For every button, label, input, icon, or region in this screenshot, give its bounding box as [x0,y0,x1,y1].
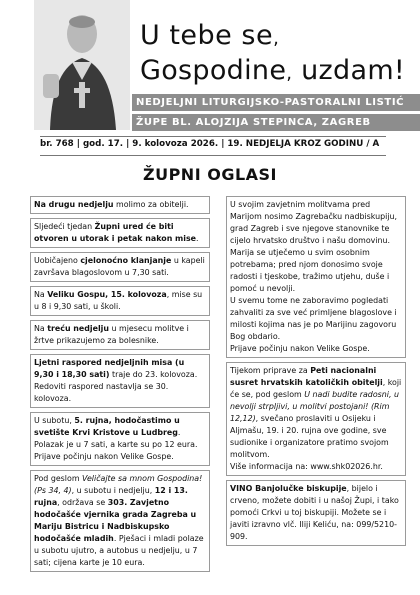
subtitle-text-1: NEDJELJNI LITURGIJSKO-PASTORALNI LISTIĆ [136,97,405,108]
notice-ludbreg: U subotu, 5. rujna, hodočastimo u svetište Krvi Kristove u Ludbreg. Polazak je u 7 sati, a karte su po 12 eura. Prijave počinju nakon Velike Gospe. [30,412,210,466]
page-heading: ŽUPNI OGLASI [142,165,278,184]
vows-para-1: U svojim zavjetnim molitvama pred Marijom nosimo Zagrebačku nadbiskupiju, grad Zagreb i sve njegove stanovnike te cijelo hrvatsko društvo i našu domovinu. [230,200,398,245]
notice-wine: VINO Banjolučke biskupije, bijelo i crveno, možete dobiti i u našoj Župi, i tako pomoći Crkvi u toj biskupiji. Možete se i javiti izravno vlč. Iliji Keliću, na: 099/5210-909. [226,480,406,546]
masthead-title-line1: U tebe se, [140,20,280,51]
notice-prayer-families: Na drugu nedjelju molimo za obitelji. [30,196,210,214]
divider-bottom [40,155,386,156]
stepinac-portrait [34,0,130,130]
left-column [30,196,210,576]
notice-vows [226,196,406,358]
notice-sick: Na treću nedjelju u mjesecu molitve i žrtve prikazujemo za bolesnike. [30,320,210,350]
subtitle-text-2: ŽUPE BL. ALOJZIJA STEPINCA, ZAGREB [136,117,371,128]
notice-adoration: Uobičajeno cjelonoćno klanjanje u kapeli završava blagoslovom u 7,30 sati. [30,252,210,282]
notice-parish-office: Sljedeći tjedan Župni ured će biti otvoren u utorak i petak nakon mise. [30,218,210,248]
notice-summer-schedule: Ljetni raspored nedjeljnih misa (u 9,30 i 18,30 sati) traje do 23. kolovoza. Redoviti raspored nastavlja se 30. kolovoza. [30,354,210,408]
issue-line: br. 768 | god. 17. | 9. kolovoza 2026. | 19. NEDJELJA KROZ GODINU / A [40,139,380,149]
notice-marija-bistrica: Pod geslom Veličajte sa mnom Gospodina! (Ps 34, 4), u subotu i nedjelju, 12 i 13. rujna, održava se 303. Zavjetno hodočašće vjernika grada Zagreba u Mariju Bistricu i Nadbiskupsko hodočašće mladih. Pješaci i mladi polaze u subotu ujutro, a autobus u nedjelju, u 7 sati; cijena karte je 10 eura. [30,470,210,572]
right-column [226,196,406,550]
more-info-link: Više informacija na: www.shk02026.hr. [230,462,383,471]
masthead [0,0,420,130]
notice-assumption: Na Veliku Gospu, 15. kolovoza, mise su u 8 i 9,30 sati, u školi. [30,286,210,316]
vows-para-4: Prijave počinju nakon Velike Gospe. [230,344,370,353]
notice-family-meeting: Tijekom priprave za Peti nacionalni susret hrvatskih katoličkih obitelji, koji će se, pod geslom U nadi budite radosni, u nevolji strpljivi, u molitvi postojani! (Rim 12,12), svečano proslaviti u Osijeku i Aljmašu, 19. i 20. rujna ove godine, sve sudionike i organizatore pratimo svojom molitvom. Više informacija na: www.shk02026.hr. [226,362,406,476]
vows-para-2: Marija se utječemo u svim osobnim potrebama; pred njom donosimo svoje radosti i tjeskobe, tražimo utjehu, duše i pomoć u nevolji. [230,248,390,293]
divider-top [40,136,386,137]
masthead-title-line2: Gospodine, uzdam! [140,55,406,86]
vows-para-3: U svemu tome ne zaboravimo pogledati zahvaliti za sve već primljene blagoslove i milosti kojima nas je po Marijinu zagovoru Bog obdario. [230,296,397,341]
